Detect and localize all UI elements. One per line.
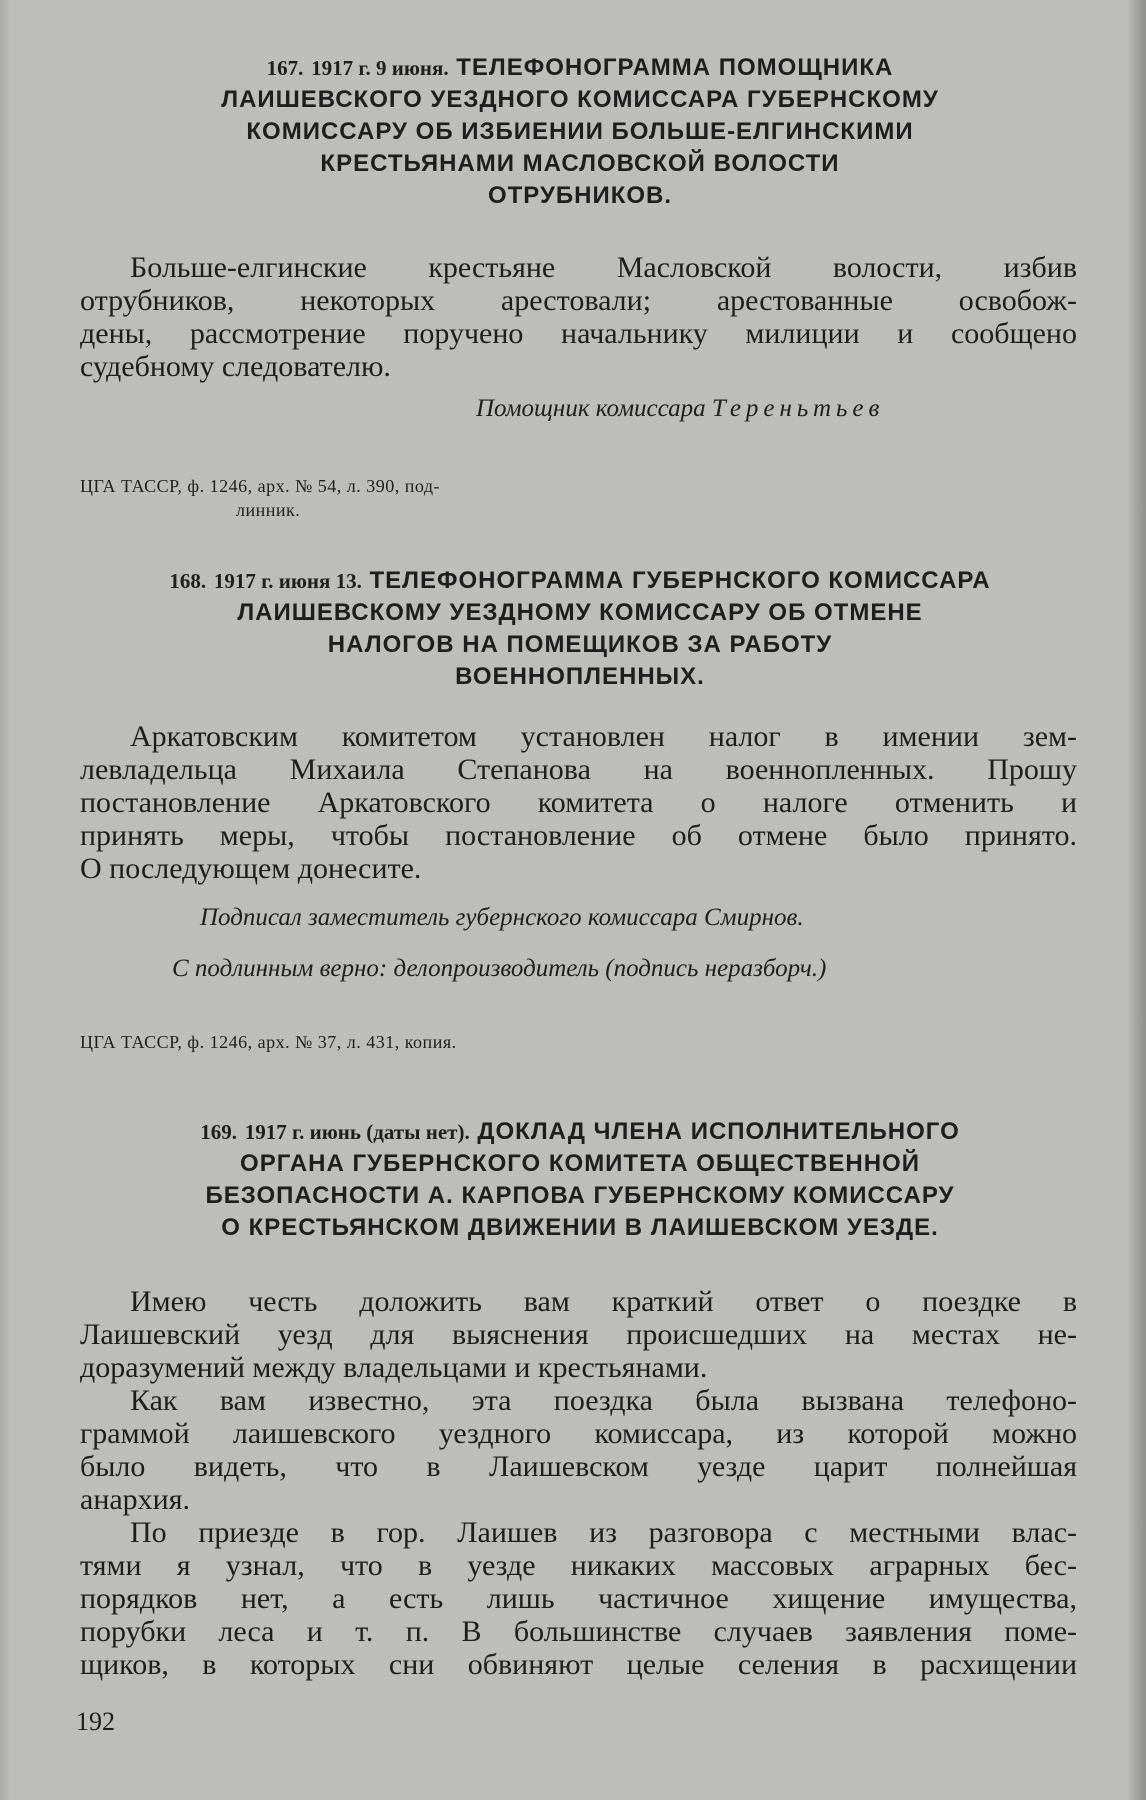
- text-line: Лаишевский уезд для выяснения происшедших на местах не-: [80, 1318, 1077, 1351]
- doc-date: 1917 г. июнь (даты нет).: [244, 1120, 470, 1144]
- heading-line: 168. 1917 г. июня 13. ТЕЛЕФОНОГРАММА ГУБЕРНСКОГО КОМИССАРА: [169, 567, 991, 594]
- text-line: тями я узнал, что в уезде никаких массовых аграрных бес-: [80, 1549, 1077, 1582]
- doc-date: 1917 г. июня 13.: [213, 569, 362, 593]
- text-line: принять меры, чтобы постановление об отмене было принято.: [80, 819, 1077, 852]
- text-line: отрубников, некоторых арестовали; арестованные освобож-: [80, 284, 1077, 317]
- text-line: Больше-елгинские крестьяне Масловской волости, избив: [130, 251, 1077, 284]
- doc-169-paragraph: [80, 1384, 1077, 1516]
- text-line: По приезде в гор. Лаишев из разговора с местными влас-: [130, 1516, 1077, 1549]
- doc-number: 168.: [169, 569, 207, 593]
- heading-line: О КРЕСТЬЯНСКОМ ДВИЖЕНИИ В ЛАИШЕВСКОМ УЕЗДЕ.: [221, 1214, 939, 1241]
- doc-167-source: [80, 474, 440, 522]
- page-edge-right: [1128, 0, 1146, 1800]
- text-line: анархия.: [80, 1483, 191, 1516]
- doc-168-signature: Подписал заместитель губернского комиссара Смирнов.: [200, 904, 804, 931]
- heading-line: НАЛОГОВ НА ПОМЕЩИКОВ ЗА РАБОТУ: [327, 631, 833, 658]
- source-line: ЦГА ТАССР, ф. 1246, арх. № 37, л. 431, копия.: [80, 1032, 457, 1052]
- text-line: порядков нет, а есть лишь частичное хищение имущества,: [80, 1582, 1077, 1615]
- heading-line: ОТРУБНИКОВ.: [487, 182, 673, 209]
- text-line: граммой лаишевского уездного комиссара, из которой можно: [80, 1417, 1077, 1450]
- text-line: Как вам известно, эта поездка была вызвана телефоно-: [130, 1384, 1077, 1417]
- page-edge-left: [0, 0, 10, 1800]
- text-line: судебному следователю.: [80, 350, 391, 383]
- signature-name: Тереньтьев: [711, 395, 885, 422]
- doc-number: 167.: [266, 56, 304, 80]
- doc-167-heading: [80, 52, 1080, 212]
- doc-168-source: [80, 1030, 457, 1054]
- heading-line: 167. 1917 г. 9 июня. ТЕЛЕФОНОГРАММА ПОМОЩНИКА: [266, 54, 894, 81]
- text-line: О последующем донесите.: [80, 852, 422, 885]
- doc-167-body: [80, 251, 1077, 383]
- text-line: Имею честь доложить вам краткий ответ о поездке в: [130, 1285, 1077, 1318]
- doc-date: 1917 г. 9 июня.: [311, 56, 449, 80]
- text-line: дены, рассмотрение поручено начальнику милиции и сообщено: [80, 317, 1077, 350]
- text-line: порубки леса и т. п. В большинстве случаев заявления поме-: [80, 1615, 1077, 1648]
- heading-line: ВОЕННОПЛЕННЫХ.: [455, 663, 705, 690]
- text-line: доразумений между владельцами и крестьянами.: [80, 1351, 708, 1384]
- text-line: было видеть, что в Лаишевском уезде царит полнейшая: [80, 1450, 1077, 1483]
- doc-168-certification: С подлинным верно: делопроизводитель (подпись неразборч.): [172, 955, 827, 982]
- heading-line: БЕЗОПАСНОСТИ А. КАРПОВА ГУБЕРНСКОМУ КОМИССАРУ: [205, 1182, 955, 1209]
- signature-title: Помощник комиссара: [476, 395, 706, 422]
- text-line: постановление Аркатовского комитета о налоге отменить и: [80, 786, 1077, 819]
- page-number: 192: [76, 1707, 115, 1736]
- doc-169-paragraph: [80, 1285, 1077, 1384]
- source-line: ЦГА ТАССР, ф. 1246, арх. № 54, л. 390, под-: [80, 476, 440, 496]
- doc-168-body: [80, 720, 1077, 885]
- heading-line: КРЕСТЬЯНАМИ МАСЛОВСКОЙ ВОЛОСТИ: [320, 150, 840, 177]
- heading-line: ЛАИШЕВСКОГО УЕЗДНОГО КОМИССАРА ГУБЕРНСКОМУ: [221, 86, 939, 113]
- doc-168-heading: [80, 565, 1080, 693]
- doc-169-paragraph: [80, 1516, 1077, 1681]
- doc-number: 169.: [200, 1120, 238, 1144]
- text-line: щиков, в которых сни обвиняют целые селения в расхищении: [80, 1648, 1077, 1681]
- doc-167-signature: [476, 393, 884, 425]
- doc-169-heading: [80, 1116, 1080, 1244]
- heading-line: ЛАИШЕВСКОМУ УЕЗДНОМУ КОМИССАРУ ОБ ОТМЕНЕ: [237, 599, 923, 626]
- heading-line: 169. 1917 г. июнь (даты нет). ДОКЛАД ЧЛЕНА ИСПОЛНИТЕЛЬНОГО: [200, 1118, 960, 1145]
- source-line: линник.: [236, 500, 301, 520]
- text-line: левладельца Михаила Степанова на военнопленных. Прошу: [80, 753, 1077, 786]
- text-line: Аркатовским комитетом установлен налог в имении зем-: [130, 720, 1077, 753]
- heading-line: КОМИССАРУ ОБ ИЗБИЕНИИ БОЛЬШЕ-ЕЛГИНСКИМИ: [246, 118, 914, 145]
- heading-line: ОРГАНА ГУБЕРНСКОГО КОМИТЕТА ОБЩЕСТВЕННОЙ: [240, 1150, 920, 1177]
